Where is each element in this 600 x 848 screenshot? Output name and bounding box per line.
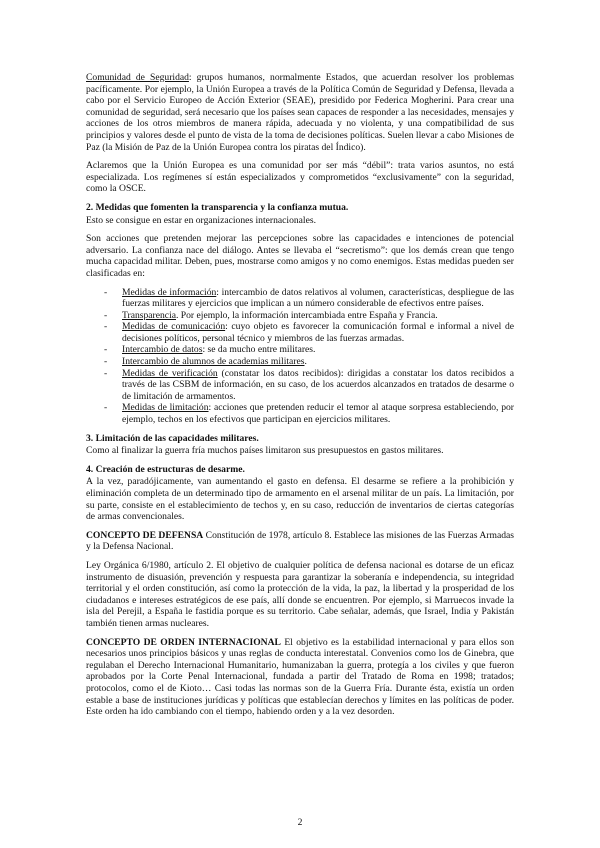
list-item: [86, 287, 514, 310]
heading-medidas-transparencia: 2. Medidas que fomenten la transparencia y la confianza mutua.: [86, 201, 349, 213]
text-concepto-defensa: Constitución de 1978, artículo 8. Establece las misiones de las Fuerzas Armadas y la Defensa Nacional.: [86, 529, 514, 553]
list-item: [86, 321, 514, 344]
list-item-term: Transparencia: [122, 309, 176, 321]
list-item-text: .: [304, 356, 307, 368]
heading-limitacion: 3. Limitación de las capacidades militares.: [86, 432, 259, 444]
paragraph-concepto-orden: [86, 637, 514, 718]
list-item-term: Medidas de comunicación: [122, 321, 226, 333]
paragraph-desarme: A la vez, paradójicamente, van aumentando el gasto en defensa. El desarme se refiere a la prohibición y eliminación completa de un determinado tipo de armamento en el arsenal militar de un país. La limitación, por su parte, consiste en el establecimiento de techos y, en su caso, reducción de inventarios de ciertas categorías de armas convencionales.: [86, 476, 514, 523]
list-item-text: . Por ejemplo, la información intercambiada entre España y Francia.: [176, 309, 438, 321]
list-item: [86, 402, 514, 425]
term-comunidad-seguridad: Comunidad de Seguridad: [86, 72, 189, 83]
list-item: [86, 356, 514, 368]
list-item-text: : intercambio de datos relativos al volumen, características, despliegue de las fuerzas militares y ejercicios que implican a un número considerable de efectivos entre países.: [122, 286, 515, 310]
list-item-term: Intercambio de datos: [122, 344, 203, 356]
text-concepto-orden: El objetivo es la estabilidad internacional y para ellos son necesarios unos principios básicos y unas reglas de conducta interestatal. Convenios como los de Ginebra, que regulaban el Derecho Internacional Humanitario, humanizaban la guerra, protegía a los civiles y que fueron aprobados por la Corte Penal Internacional, fundada a partir del Tratado de Roma en 1998; tratados; protocolos, como el de Kioto… Casi todas las normas son de la Guerra Fría. Durante ésta, existía un orden estable a base de instituciones jurídicas y políticas que establecían derechos y límites en las políticas de poder. Este orden ha ido cambiando con el tiempo, habiendo orden y a la vez desorden.: [86, 636, 514, 718]
list-item-text: : acciones que pretenden reducir el temor al ataque sorpresa estableciendo, por ejemplo, techos en los efectivos que participan en ejercicios militares.: [122, 402, 514, 426]
list-item: [86, 368, 514, 403]
paragraph-acciones: Son acciones que pretenden mejorar las percepciones sobre las capacidades e intenciones de potencial adversario. La confianza nace del diálogo. Antes se llevaba el “secretismo”: que los demás crean que tengo mucha capacidad militar. Deben, pues, mostrarse como amigos y no como enemigos. Estas medidas pueden ser clasificadas en:: [86, 233, 514, 279]
measures-list: [86, 287, 514, 426]
line-organizaciones: Esto se consigue en estar en organizaciones internacionales.: [86, 214, 316, 226]
list-item: [86, 310, 514, 322]
paragraph-ley-organica: Ley Orgánica 6/1980, artículo 2. El objetivo de cualquier política de defensa nacional es dotarse de un eficaz instrumento de disuasión, prevención y respuesta para garantizar la soberanía e independencia, su integridad territorial y el orden constitución, así como la protección de la vida, la paz, la libertad y la prosperidad de los ciudadanos e intereses estratégicos de ese país, allí donde se encuentren. Por ejemplo, si Marruecos invade la isla del Perejil, a España le fastidia porque es su territorio. Cabe señalar, además, que Israel, India y Pakistán también tienen armas nucleares.: [86, 559, 514, 629]
line-guerra-fria: Como al finalizar la guerra fría muchos países limitaron sus presupuestos en gastos militares.: [86, 445, 444, 457]
list-item-term: Medidas de limitación: [122, 402, 209, 414]
list-item-text: : se da mucho entre militares.: [202, 344, 316, 356]
page-number: 2: [297, 817, 303, 828]
list-item-term: Medidas de información: [122, 286, 217, 298]
list-item-term: Intercambio de alumnos de academias militares: [122, 356, 305, 368]
paragraph-concepto-defensa: [86, 530, 514, 553]
list-item: [86, 344, 514, 356]
paragraph-comunidad-seguridad: [86, 72, 514, 153]
list-item-text: (constatar los datos recibidos): dirigidas a constatar los datos recibidos a través de las CSBM de información, en su caso, de los acuerdos alcanzados en tratados de desarme o de limitación de armamentos.: [122, 367, 514, 402]
list-item-text: : cuyo objeto es favorecer la comunicación formal e informal a nivel de decisiones políticos, personal técnico y miembros de las fuerzas armadas.: [122, 321, 515, 344]
label-concepto-orden: CONCEPTO DE ORDEN INTERNACIONAL: [86, 636, 281, 648]
list-item-term: Medidas de verificación: [122, 367, 218, 379]
text-comunidad-seguridad: : grupos humanos, normalmente Estados, que acuerdan resolver los problemas pacíficamente. Por ejemplo, la Unión Europea a través de la Política Común de Seguridad y Defensa, llevada a cabo por el Servicio Europeo de Acción Exterior (SEAE), presidido por Federica Mogherini. Para crear una comunidad de seguridad, será necesario que los países sean capaces de responder a las necesidades, mensajes y acciones de los otros miembros de manera rápida, adecuada y no violenta, y una compatibilidad de sus principios y valores desde el punto de vista de la toma de decisiones políticas. Suelen llevar a cabo Misiones de Paz (la Misión de Paz de la Unión Europea contra los piratas del Índico).: [86, 72, 514, 153]
label-concepto-defensa: CONCEPTO DE DEFENSA: [86, 529, 204, 541]
paragraph-aclaremos: Aclaremos que la Unión Europea es una comunidad por ser más “débil”: trata varios asuntos, no está especializada. Los regímenes sí están especializados y comprometidos “exclusivamente” con la seguridad, como la OSCE.: [86, 160, 514, 195]
page-content: [86, 72, 514, 725]
heading-desarme: 4. Creación de estructuras de desarme.: [86, 463, 245, 475]
